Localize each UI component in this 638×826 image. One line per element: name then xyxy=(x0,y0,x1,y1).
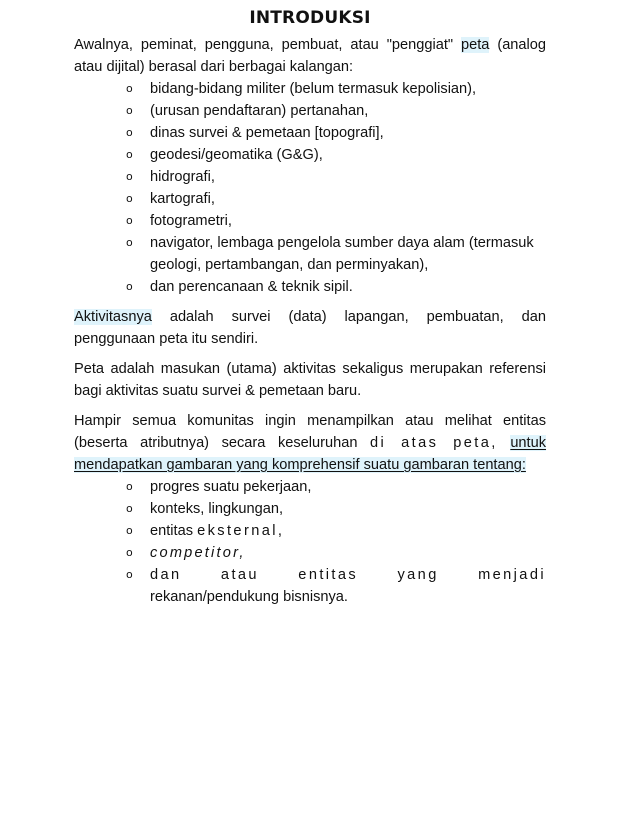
circle-bullet-icon: o xyxy=(126,568,133,581)
list-item: o competitor, xyxy=(126,542,546,564)
circle-bullet-icon: o xyxy=(126,236,133,249)
intro-text-b: (analog atau dijital) berasal dari berbagai kalangan: xyxy=(74,37,547,75)
reference-paragraph: Peta adalah masukan (utama) aktivitas sekaligus merupakan referensi bagi aktivitas suatu survei & pemetaan baru. xyxy=(74,361,546,399)
list-item: o geodesi/geomatika (G&G), xyxy=(126,144,546,166)
page-title: INTRODUKSI xyxy=(249,8,371,28)
list-item: o entitas eksternal, xyxy=(126,520,546,542)
list-item: o konteks, lingkungan, xyxy=(126,498,546,520)
list-item: o progres suatu pekerjaan, xyxy=(126,476,546,498)
circle-bullet-icon: o xyxy=(126,192,133,205)
community-text-spaced: di atas peta, xyxy=(370,435,498,451)
circle-bullet-icon: o xyxy=(126,170,133,183)
community-paragraph xyxy=(74,410,546,476)
intro-text-a: Awalnya, peminat, pengguna, pembuat, atau "penggiat" xyxy=(74,37,454,53)
circle-bullet-icon: o xyxy=(126,148,133,161)
list-item: o kartografi, xyxy=(126,188,546,210)
origin-list xyxy=(74,78,546,298)
list-item: o hidrografi, xyxy=(126,166,546,188)
list-item: o navigator, lembaga pengelola sumber daya alam (termasuk geologi, pertambangan, dan perminyakan), xyxy=(126,232,546,276)
circle-bullet-icon: o xyxy=(126,126,133,139)
list-item: o (urusan pendaftaran) pertanahan, xyxy=(126,100,546,122)
list-item: o dan perencanaan & teknik sipil. xyxy=(126,276,546,298)
highlight-aktivitasnya: Aktivitasnya xyxy=(74,309,152,325)
circle-bullet-icon: o xyxy=(126,480,133,493)
circle-bullet-icon: o xyxy=(126,82,133,95)
list-item: o bidang-bidang militer (belum termasuk kepolisian), xyxy=(126,78,546,100)
highlight-untuk: untuk mendapatkan gambaran yang komprehensif suatu gambaran tentang: xyxy=(74,435,547,473)
activity-paragraph xyxy=(74,306,546,350)
split-line: dan atau entitas yang menjadi xyxy=(150,567,546,583)
highlight-peta: peta xyxy=(461,37,490,53)
community-text-a: Hampir semua komunitas ingin menampilkan atau melihat entitas (beserta atributnya) secara keseluruhan xyxy=(74,413,546,451)
list-item-continuation: rekanan/pendukung bisnisnya. xyxy=(150,589,348,605)
circle-bullet-icon: o xyxy=(126,546,133,559)
circle-bullet-icon: o xyxy=(126,280,133,293)
circle-bullet-icon: o xyxy=(126,524,133,537)
list-item: o dinas survei & pemetaan [topografi], xyxy=(126,122,546,144)
activity-text: adalah survei (data) lapangan, pembuatan, dan penggunaan peta itu sendiri. xyxy=(74,309,546,347)
list-item xyxy=(126,564,546,608)
circle-bullet-icon: o xyxy=(126,214,133,227)
intro-paragraph xyxy=(74,34,546,78)
list-item: o fotogrametri, xyxy=(126,210,546,232)
circle-bullet-icon: o xyxy=(126,104,133,117)
purpose-list xyxy=(74,476,546,608)
circle-bullet-icon: o xyxy=(126,502,133,515)
